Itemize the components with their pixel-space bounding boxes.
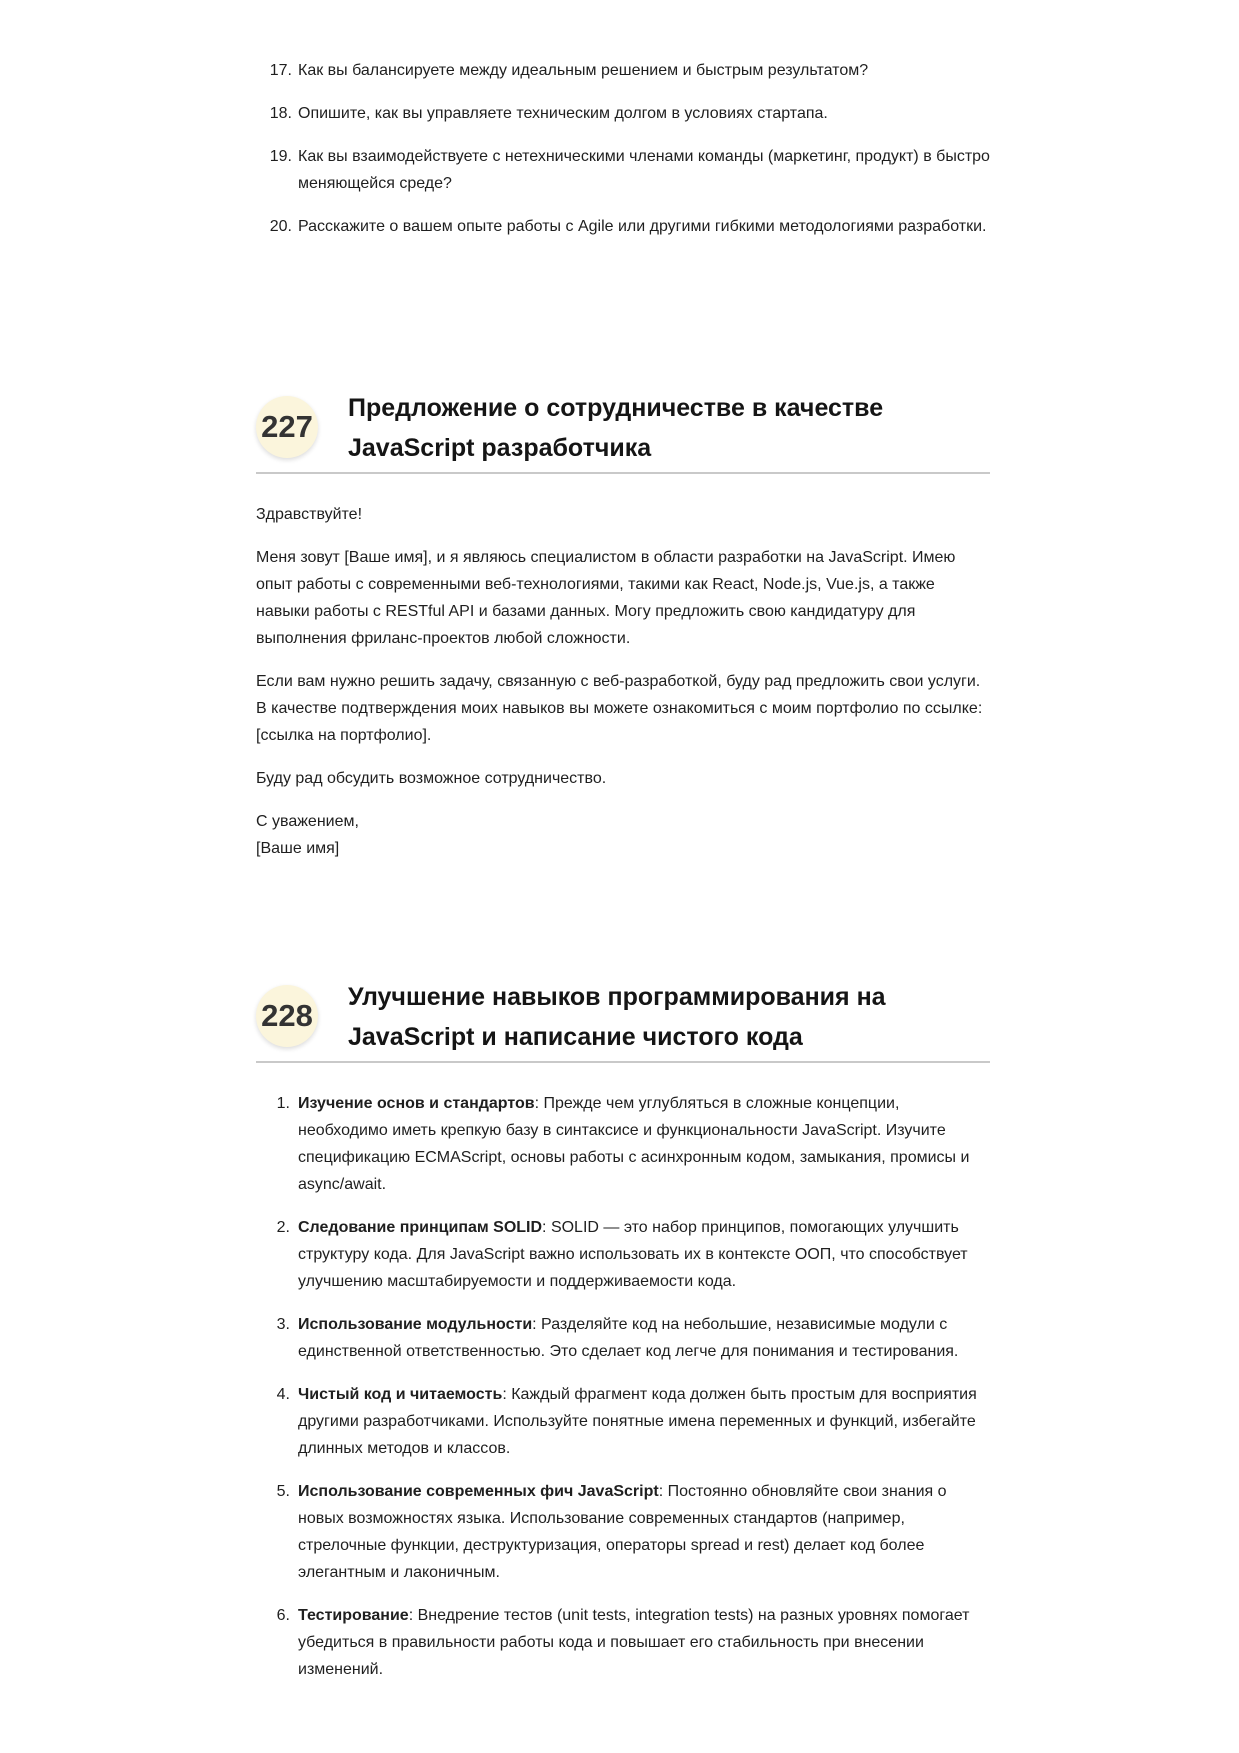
closing: С уважением, [256,813,359,830]
item-number: 5. [276,1483,290,1500]
section-title: Предложение о сотрудничестве в качестве JavaScript разработчика [348,394,884,462]
paragraph: Меня зовут [Ваше имя], и я являюсь специалистом в области разработки на JavaScript. Имею опыт работы с современными веб-технологиями, такими как React, Node.js, Vue.js, а также навыки работы с RESTful API и базами данных. Могу предложить свою кандидатуру для выполнения фриланс-проектов любой сложности. [256,549,956,647]
section-title: Улучшение навыков программирования на JavaScript и написание чистого кода [348,983,886,1051]
section-header-227 [256,388,990,474]
section-number-badge: 228 [256,985,318,1047]
list-item [256,1478,990,1586]
list-item [256,1090,990,1198]
section-header-228 [256,977,990,1063]
item-number: 1. [276,1095,290,1112]
paragraph: Буду рад обсудить возможное сотрудничество. [256,770,607,787]
item-number: 4. [276,1386,290,1403]
item-text: : Прежде чем углубляться в сложные концепции, необходимо иметь крепкую базу в синтаксисе и функциональности JavaScript. Изучите спецификацию ECMAScript, основы работы с асинхронным кодом, замыкания, промисы и async/await. [298,1095,970,1193]
item-text: Опишите, как вы управляете техническим долгом в условиях стартапа. [298,105,828,122]
item-number: 2. [276,1219,290,1236]
item-number: 18. [269,105,292,122]
section-number-badge: 227 [256,396,318,458]
item-text: Как вы балансируете между идеальным решением и быстрым результатом? [298,62,869,79]
list-item [256,1214,990,1295]
section-divider [256,1061,990,1063]
item-term: Использование современных фич JavaScript [298,1483,659,1500]
signature: [Ваше имя] [256,840,340,857]
item-term: Следование принципам SOLID [298,1219,543,1236]
clean-code-tips-list [256,1090,990,1699]
signature-block [256,808,990,862]
item-number: 20. [269,218,292,235]
item-number: 17. [269,62,292,79]
list-item [256,100,990,127]
item-term: Использование модульности [298,1316,533,1333]
list-item [256,1311,990,1365]
greeting: Здравствуйте! [256,506,363,523]
item-term: Изучение основ и стандартов [298,1095,535,1112]
item-term: Тестирование [298,1607,409,1624]
list-item [256,213,990,240]
item-text: : Постоянно обновляйте свои знания о новых возможностях языка. Использование современных стандартов (например, стрелочные функции, деструктуризация, операторы spread и rest) делает код более элегантным и лаконичным. [298,1483,947,1581]
interview-questions-list [256,57,990,256]
item-text: : SOLID — это набор принципов, помогающих улучшить структуру кода. Для JavaScript важно использовать их в контексте ООП, что способствует улучшению масштабируемости и поддерживаемости кода. [298,1219,968,1290]
item-term: Чистый код и читаемость [298,1386,503,1403]
item-text: : Разделяйте код на небольшие, независимые модули с единственной ответственностью. Это сделает код легче для понимания и тестирования. [298,1316,959,1360]
section-divider [256,472,990,474]
item-text: Расскажите о вашем опыте работы с Agile или другими гибкими методологиями разработки. [298,218,987,235]
item-number: 19. [269,148,292,165]
item-number: 6. [276,1607,290,1624]
list-item [256,1381,990,1462]
item-number: 3. [276,1316,290,1333]
list-item [256,1602,990,1683]
paragraph: Если вам нужно решить задачу, связанную с веб-разработкой, буду рад предложить свои услуги. В качестве подтверждения моих навыков вы можете ознакомиться с моим портфолио по ссылке: [ссылка на портфолио]. [256,673,983,744]
list-item [256,143,990,197]
section-body-227 [256,501,990,878]
item-text: : Внедрение тестов (unit tests, integration tests) на разных уровнях помогает убедиться в правильности работы кода и повышает его стабильность при внесении изменений. [298,1607,970,1678]
item-text: : Каждый фрагмент кода должен быть простым для восприятия другими разработчиками. Используйте понятные имена переменных и функций, избегайте длинных методов и классов. [298,1386,977,1457]
list-item [256,57,990,84]
item-text: Как вы взаимодействуете с нетехническими членами команды (маркетинг, продукт) в быстро меняющейся среде? [298,148,990,192]
